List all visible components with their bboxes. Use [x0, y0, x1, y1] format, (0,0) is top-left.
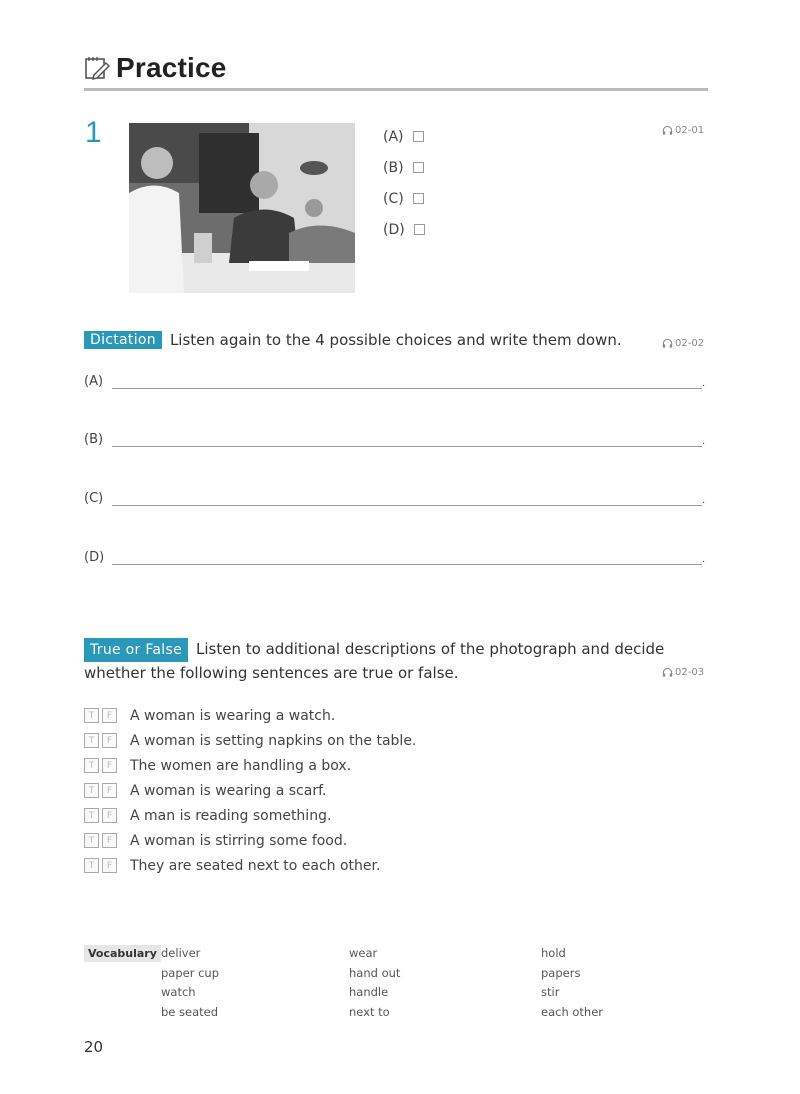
- dictation-label: Dictation: [84, 331, 162, 349]
- false-box[interactable]: F: [102, 833, 117, 848]
- vocab-item: next to: [349, 1004, 390, 1019]
- true-false-label: True or False: [84, 638, 188, 662]
- vocab-item: papers: [541, 965, 581, 980]
- pencil-note-icon: [84, 55, 110, 81]
- dictation-line-b[interactable]: (B) .: [84, 432, 706, 447]
- answer-choices: [383, 121, 425, 245]
- write-line[interactable]: [112, 555, 702, 565]
- choice-d[interactable]: (D): [383, 214, 425, 245]
- vocab-item: paper cup: [161, 965, 220, 980]
- dictation-text: Listen again to the 4 possible choices and write them down.: [169, 331, 622, 349]
- question-number: 1: [85, 116, 102, 149]
- false-box[interactable]: F: [102, 708, 117, 723]
- vocab-item: handle: [349, 985, 389, 999]
- false-box[interactable]: F: [102, 808, 117, 823]
- checkbox[interactable]: [413, 131, 424, 142]
- audio-track-3[interactable]: 02-03: [662, 667, 704, 678]
- question-photo: [129, 123, 355, 293]
- true-box[interactable]: T: [84, 833, 99, 848]
- section-header: [84, 52, 227, 84]
- write-line[interactable]: [112, 496, 702, 506]
- headphones-icon: [662, 338, 673, 349]
- true-box[interactable]: T: [84, 858, 99, 873]
- false-box[interactable]: F: [102, 858, 117, 873]
- true-false-instruction: [84, 638, 684, 684]
- list-item: T F A woman is wearing a scarf.: [84, 778, 416, 803]
- header-divider: [84, 88, 708, 91]
- vocabulary-label: Vocabulary: [84, 945, 161, 962]
- audio-track-2[interactable]: 02-02: [662, 338, 704, 349]
- vocab-item: hold: [541, 946, 566, 960]
- audio-track-1[interactable]: 02-01: [662, 125, 704, 136]
- vocab-item: wear: [349, 946, 378, 960]
- write-line[interactable]: [112, 379, 702, 389]
- headphones-icon: [662, 667, 673, 678]
- list-item: T F A woman is setting napkins on the table.: [84, 728, 416, 753]
- page-title: Practice: [116, 52, 227, 83]
- page-number: 20: [84, 1038, 104, 1056]
- choice-c[interactable]: (C): [383, 183, 425, 214]
- write-line[interactable]: [112, 437, 702, 447]
- headphones-icon: [662, 125, 673, 136]
- vocab-item: hand out: [349, 965, 401, 980]
- checkbox[interactable]: [414, 224, 425, 235]
- vocabulary-column-1: [161, 946, 219, 1024]
- dictation-line-d[interactable]: (D) .: [84, 550, 706, 565]
- vocab-item: each other: [541, 1004, 604, 1019]
- dictation-instruction: [84, 331, 622, 349]
- choice-a[interactable]: (A): [383, 121, 425, 152]
- vocabulary-column-2: [349, 946, 400, 1024]
- checkbox[interactable]: [413, 162, 424, 173]
- dictation-line-a[interactable]: (A) .: [84, 374, 706, 389]
- true-false-list: [84, 703, 416, 878]
- true-box[interactable]: T: [84, 758, 99, 773]
- true-box[interactable]: T: [84, 733, 99, 748]
- choice-b[interactable]: (B): [383, 152, 425, 183]
- true-false-text: Listen to additional descriptions of the photograph and decide whether the following sentences are true or false.: [84, 640, 665, 682]
- true-box[interactable]: T: [84, 808, 99, 823]
- vocab-item: stir: [541, 985, 560, 999]
- false-box[interactable]: F: [102, 758, 117, 773]
- list-item: T F They are seated next to each other.: [84, 853, 416, 878]
- false-box[interactable]: F: [102, 733, 117, 748]
- false-box[interactable]: F: [102, 783, 117, 798]
- list-item: T F A man is reading something.: [84, 803, 416, 828]
- vocab-item: watch: [161, 985, 196, 999]
- list-item: T F A woman is stirring some food.: [84, 828, 416, 853]
- dictation-line-c[interactable]: (C) .: [84, 491, 706, 506]
- list-item: T F A woman is wearing a watch.: [84, 703, 416, 728]
- vocab-item: deliver: [161, 946, 201, 960]
- list-item: T F The women are handling a box.: [84, 753, 416, 778]
- vocab-item: be seated: [161, 1004, 219, 1019]
- true-box[interactable]: T: [84, 708, 99, 723]
- true-box[interactable]: T: [84, 783, 99, 798]
- vocabulary-column-3: [541, 946, 603, 1024]
- checkbox[interactable]: [413, 193, 424, 204]
